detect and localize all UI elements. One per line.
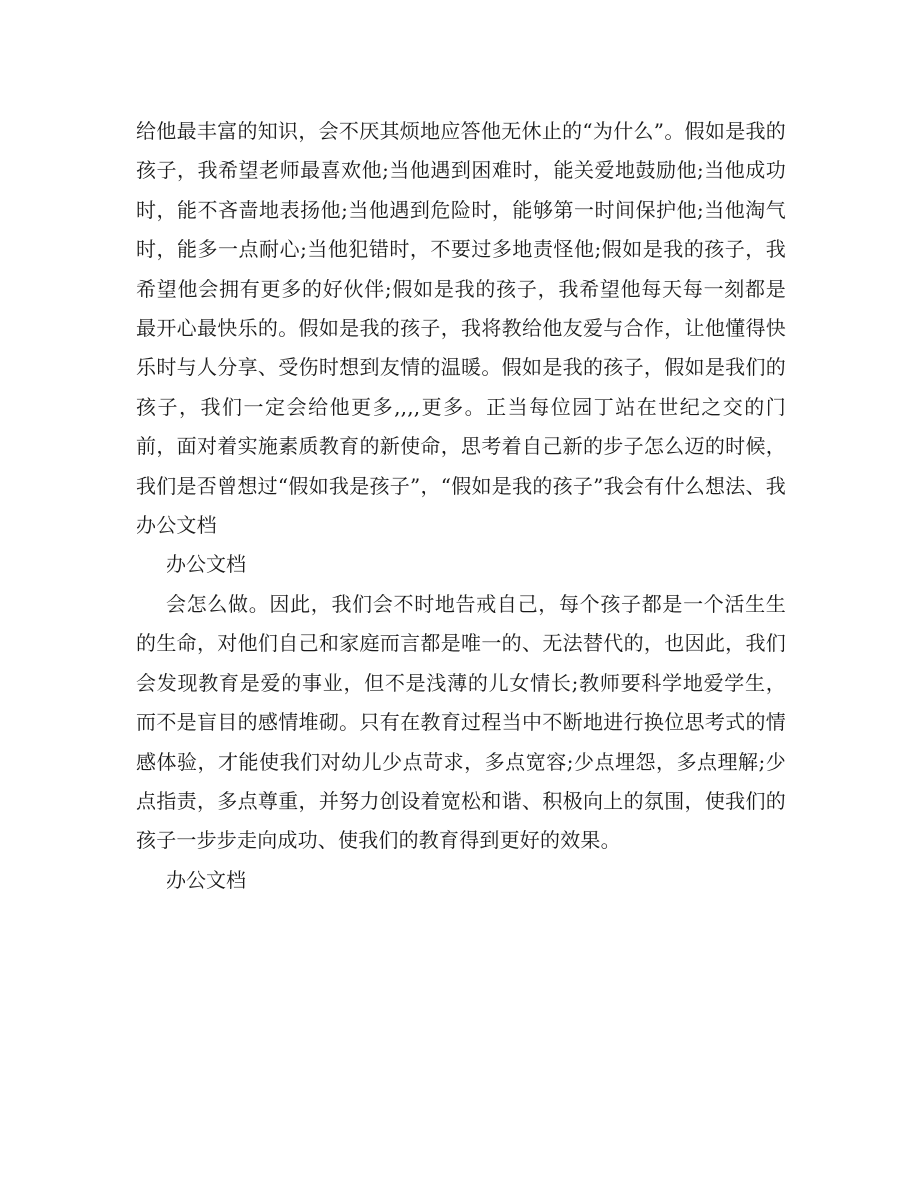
body-paragraph-1: 给他最丰富的知识，会不厌其烦地应答他无休止的“为什么”。假如是我的孩子，我希望老师最喜欢他;当他遇到困难时，能关爱地鼓励他;当他成功时，能不吝啬地表扬他;当他遇到危险时，能够第一时间保护他;当他淘气时，能多一点耐心;当他犯错时，不要过多地责怪他;假如是我的孩子，我希望他会拥有更多的好伙伴;假如是我的孩子，我希望他每天每一刻都是最开心最快乐的。假如是我的孩子，我将教给他友爱与合作，让他懂得快乐时与人分享、受伤时想到友情的温暖。假如是我的孩子，假如是我们的孩子，我们一定会给他更多,,,,更多。正当每位园丁站在世纪之交的门前，面对着实施素质教育的新使命，思考着自己新的步子怎么迈的时候，我们是否曾想过“假如我是孩子”，“假如是我的孩子”我会有什么想法、我办公文档: [136, 119, 786, 538]
document-body: [136, 112, 786, 900]
footer-label-1: 办公文档: [166, 552, 246, 577]
body-paragraph-2: 会怎么做。因此，我们会不时地告戒自己，每个孩子都是一个活生生的生命，对他们自己和家庭而言都是唯一的、无法替代的，也因此，我们会发现教育是爱的事业，但不是浅薄的儿女情长;教师要科学地爱学生，而不是盲目的感情堆砌。只有在教育过程当中不断地进行换位思考式的情感体验，才能使我们对幼儿少点苛求，多点宽容;少点埋怨，多点理解;少点指责，多点尊重，并努力创设着宽松和谐、积极向上的氛围，使我们的孩子一步步走向成功、使我们的教育得到更好的效果。: [136, 591, 786, 853]
footer-label-2: 办公文档: [166, 867, 246, 892]
